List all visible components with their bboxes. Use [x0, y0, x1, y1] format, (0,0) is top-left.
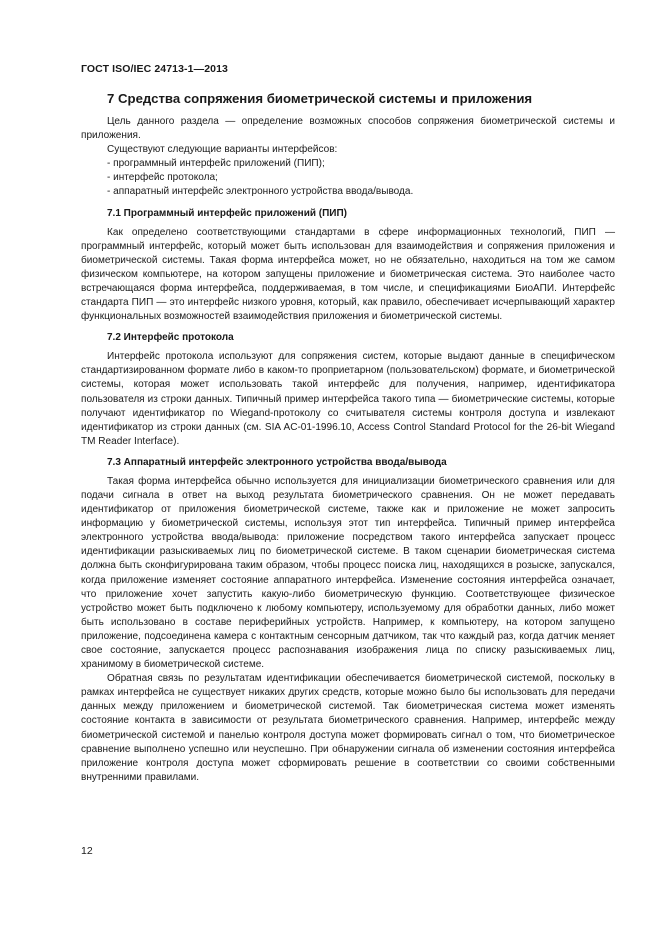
subsection-7-3-paragraph: Обратная связь по результатам идентификации обеспечивается биометрической системой, поскольку в рамках интерфейса не существует никаких других средств, которые можно было бы использовать для передачи данных между приложением и биометрической системой. Так биометрическая система может изменять состояние контакта в зависимости от результата биометрического сравнения. Например, интерфейс между биометрической системой и панелью контроля доступа может формировать сигнал о том, что биометрическое сравнение выполнено успешно или неуспешно. При обнаружении сигнала об изменении состояния интерфейса приложение контроля доступа может сформировать решение в соответствии со своими собственными внутренними правилами. — [81, 673, 615, 783]
subsection-title-7-2: 7.2 Интерфейс протокола — [107, 332, 234, 344]
section-title: 7 Средства сопряжения биометрической системы и приложения — [107, 91, 533, 106]
subsection-7-2-paragraph: Интерфейс протокола используют для сопряжения систем, которые выдают данные в специфическом стандартизированном формате либо в каком-то проприетарном (пользовательском) формате, и биометрической системы, которая может использовать такой интерфейс для получения, например, идентификатора пользователя из строки данных. Типичный пример интерфейса такого типа — биометрические системы, которые получают идентификатор по Wiegand-протоколу со считывателя системы контроля доступа и извлекают идентификатор из строки данных (см. SIA AC-01-1996.10, Access Control Standard Protocol for the 26-bit Wiegand TM Reader Interface). — [81, 351, 615, 447]
subsection-7-1-paragraph: Как определено соответствующими стандартами в сфере информационных технологий, ПИП — программный интерфейс, который может быть использован для взаимодействия и сопряжения приложения и биометрической системы. Такая форма интерфейса может, но не обязательно, находиться на том же самом физическом компьютере, на котором запущены приложение и биометрическая система. Это наиболее часто встречающаяся форма интерфейса, поддерживаемая, в том числе, и спецификациями БиоАПИ. Интерфейс стандарта ПИП — это интерфейс низкого уровня, который, как правило, обеспечивает исчерпывающий характер функциональных возможностей взаимодействия приложения и биометрической системы. — [81, 226, 615, 323]
intro-list-item: - интерфейс протокола; — [107, 172, 218, 184]
page-number: 12 — [81, 845, 93, 857]
subsection-7-3-paragraph: Такая форма интерфейса обычно используется для инициализации биометрического сравнения или для подачи сигнала в ответ на выход результата биометрического сравнения. Он не может передавать идентификатор от приложения биометрической системе, также как и приложение не может запросить информацию у биометрической системы, используя этот тип интерфейса. Типичный пример интерфейса электронного устройства ввода/вывода: приложение посредством такого интерфейса запускает процесс идентификации разыскиваемых лиц по биометрической системе. В таком сценарии биометрическая система должна быть сконфигурирована таким образом, чтобы процесс поиска лиц, находящихся в розыске, запускался, когда приложение изменяет состояние аппаратного интерфейса. Изменение состояния интерфейса означает, что приложение хочет запустить какую-либо биометрическую функцию. Соответствующее физическое устройство может быть подключено к любому компьютеру, используемому для обработки данных, либо может быть использовано в составе периферийных устройств. Например, к компьютеру, на котором запущено приложение, подсоединена камера с контактным сенсорным датчиком, так что каждый раз, когда датчик меняет свое состояние, запускается процесс распознавания изображения лица по списку разыскиваемых лиц, хранимому в биометрической системе. — [81, 475, 615, 671]
page-content — [81, 90, 615, 785]
intro-list-item: - аппаратный интерфейс электронного устройства ввода/вывода. — [107, 186, 414, 198]
intro-paragraph: Цель данного раздела — определение возможных способов сопряжения биометрической системы и приложения. — [81, 116, 615, 142]
intro-paragraph: Существуют следующие варианты интерфейсов: — [107, 144, 338, 156]
intro-list-item: - программный интерфейс приложений (ПИП); — [107, 158, 325, 170]
standard-header: ГОСТ ISO/IEC 24713-1—2013 — [81, 63, 228, 75]
subsection-title-7-3: 7.3 Аппаратный интерфейс электронного устройства ввода/вывода — [107, 456, 447, 468]
subsection-title-7-1: 7.1 Программный интерфейс приложений (ПИП) — [107, 207, 347, 219]
